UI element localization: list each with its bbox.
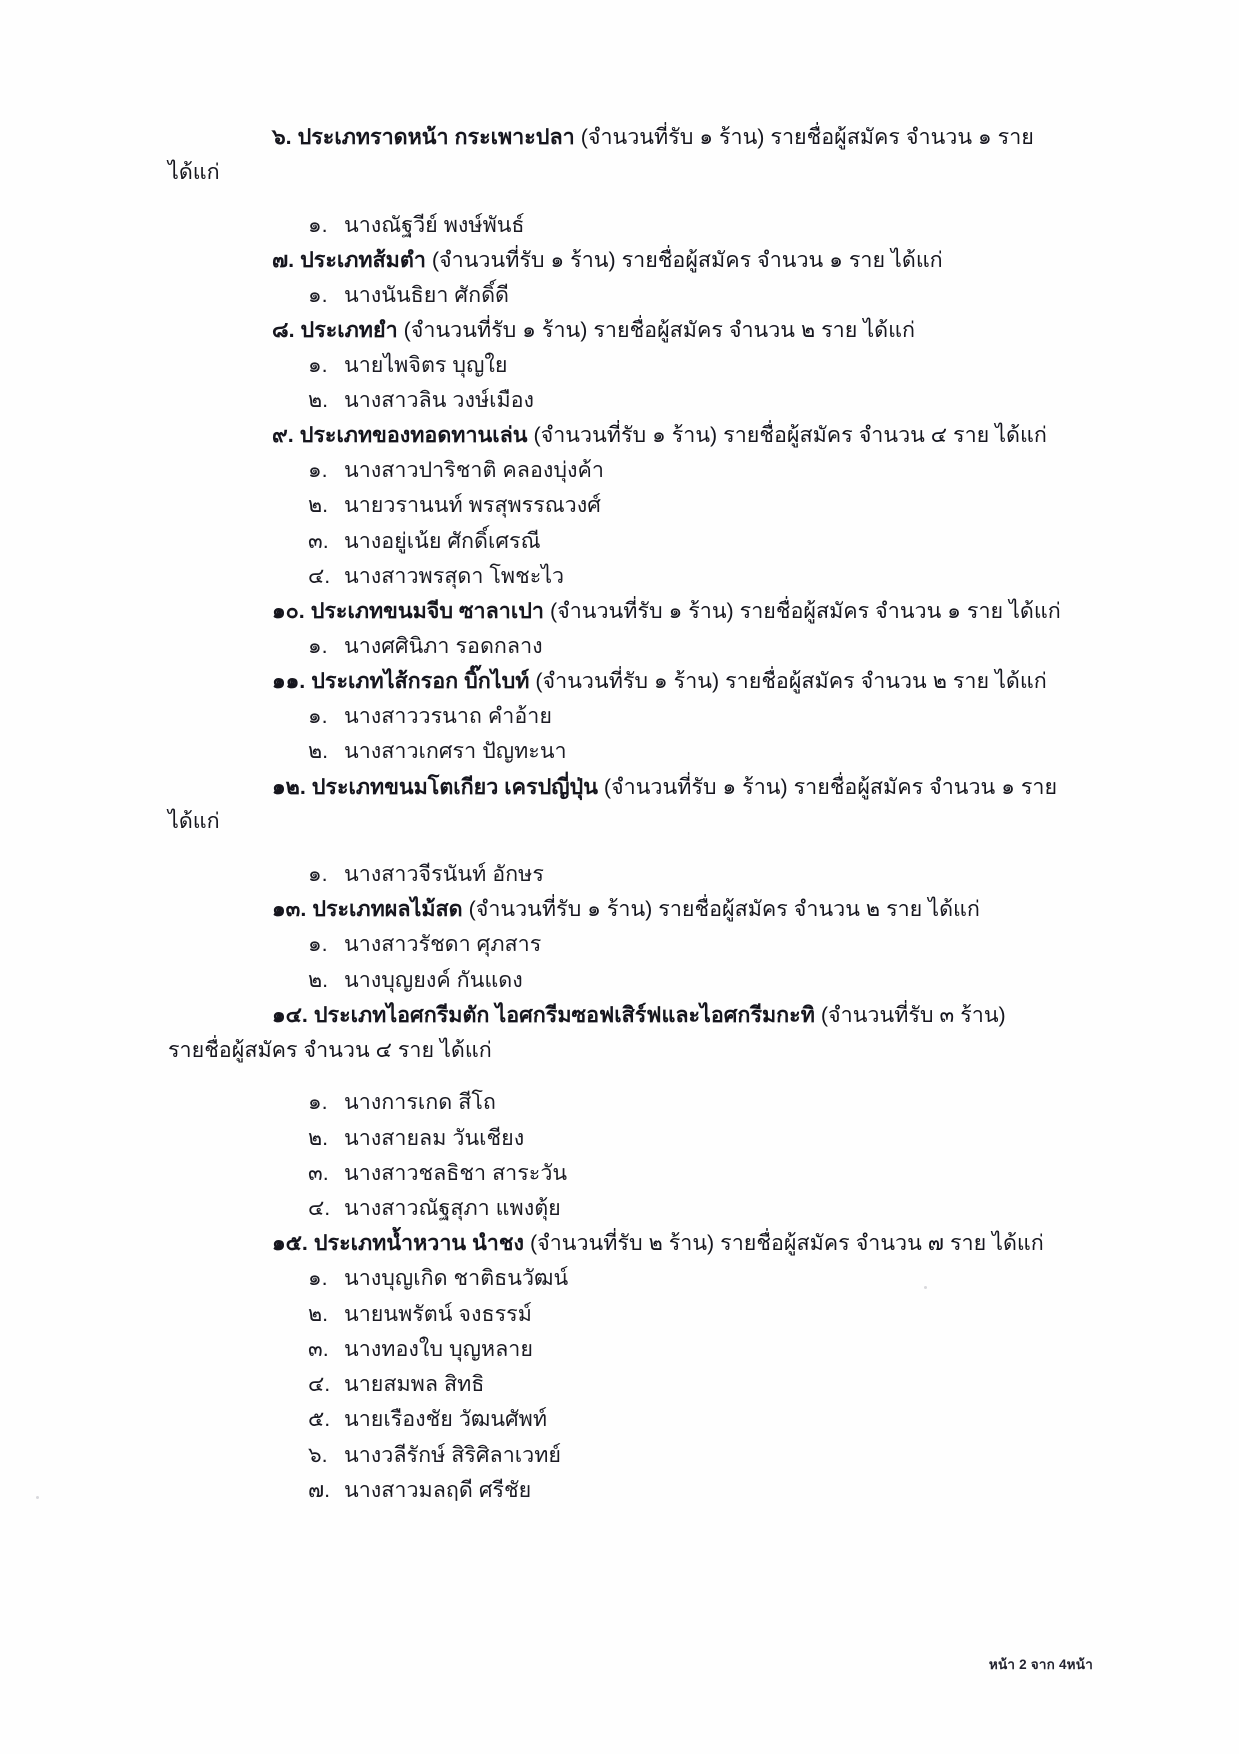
applicant-row bbox=[168, 278, 1068, 313]
applicant-name: นางสาวชลธิชา สาระวัน bbox=[344, 1160, 568, 1185]
paragraph-spacer bbox=[168, 839, 1068, 857]
applicant-row bbox=[168, 383, 1068, 418]
applicant-row bbox=[168, 559, 1068, 594]
applicant-row bbox=[168, 734, 1068, 769]
applicant-name: นางสาวลิน วงษ์เมือง bbox=[344, 388, 535, 413]
applicant-name: นางณัฐวีย์ พงษ์พันธ์ bbox=[344, 212, 525, 237]
category-title: ประเภทน้ำหวาน นำชง bbox=[313, 1231, 524, 1256]
category-detail-wrap: ได้แก่ bbox=[168, 159, 220, 184]
category-number: ๑๓. bbox=[272, 897, 307, 922]
category-detail-wrap: รายชื่อผู้สมัคร จำนวน ๔ ราย ได้แก่ bbox=[168, 1037, 492, 1062]
applicant-row bbox=[168, 857, 1068, 892]
applicant-name: นางการเกด สีโถ bbox=[344, 1090, 496, 1115]
applicant-row bbox=[168, 699, 1068, 734]
applicant-name: นายสมพล สิทธิ bbox=[344, 1372, 485, 1397]
applicant-row bbox=[168, 524, 1068, 559]
applicant-row bbox=[168, 1156, 1068, 1191]
applicant-number: ๒. bbox=[308, 1301, 329, 1326]
applicant-number: ๒. bbox=[308, 493, 329, 518]
category-detail: (จำนวนที่รับ ๑ ร้าน) รายชื่อผู้สมัคร จำนวน ๑ ราย bbox=[580, 125, 1034, 149]
applicant-name: นางสาวพรสุดา โพชะไว bbox=[344, 563, 565, 588]
applicant-number: ๕. bbox=[308, 1407, 331, 1432]
applicant-name: นางสาววรนาถ คำอ้าย bbox=[344, 704, 552, 729]
category-heading bbox=[168, 243, 1068, 278]
category-number: ๑๑. bbox=[272, 669, 306, 694]
category-heading bbox=[168, 120, 1068, 155]
category-heading bbox=[168, 664, 1068, 699]
category-heading bbox=[168, 313, 1068, 348]
applicant-row bbox=[168, 927, 1068, 962]
applicant-number: ๗. bbox=[308, 1477, 331, 1502]
applicant-name: นางบุญยงค์ กันแดง bbox=[344, 967, 523, 992]
applicant-number: ๖. bbox=[308, 1442, 328, 1467]
category-number: ๑๕. bbox=[272, 1231, 308, 1256]
applicant-number: ๒. bbox=[308, 388, 329, 413]
paragraph-spacer bbox=[168, 190, 1068, 208]
category-number: ๖. bbox=[272, 125, 292, 149]
applicant-name: นางทองใบ บุญหลาย bbox=[344, 1336, 533, 1361]
category-detail: (จำนวนที่รับ ๑ ร้าน) รายชื่อผู้สมัคร จำนวน ๒ ราย ได้แก่ bbox=[468, 897, 980, 922]
applicant-name: นางอยู่เน้ย ศักดิ์เศรณี bbox=[344, 528, 541, 553]
paragraph-spacer bbox=[168, 1067, 1068, 1085]
applicant-name: นายไพจิตร บุญใย bbox=[344, 352, 508, 377]
category-detail: (จำนวนที่รับ ๑ ร้าน) รายชื่อผู้สมัคร จำนวน ๒ ราย ได้แก่ bbox=[535, 669, 1047, 694]
category-detail: (จำนวนที่รับ ๒ ร้าน) รายชื่อผู้สมัคร จำนวน ๗ ราย ได้แก่ bbox=[529, 1231, 1044, 1256]
applicant-number: ๑. bbox=[308, 212, 328, 237]
applicant-number: ๓. bbox=[308, 1336, 329, 1361]
page-footer: หน้า 2 จาก 4หน้า bbox=[988, 1657, 1093, 1672]
applicant-row bbox=[168, 1332, 1068, 1367]
applicant-name: นางวลีรักษ์ สิริศิลาเวทย์ bbox=[344, 1442, 561, 1467]
category-title: ประเภทส้มตำ bbox=[300, 247, 426, 272]
category-heading bbox=[168, 770, 1068, 805]
applicant-number: ๔. bbox=[308, 1372, 331, 1397]
category-detail: (จำนวนที่รับ ๓ ร้าน) bbox=[820, 1002, 1006, 1027]
applicant-row bbox=[168, 963, 1068, 998]
applicant-number: ๑. bbox=[308, 352, 328, 377]
applicant-name: นายนพรัตน์ จงธรรม์ bbox=[344, 1301, 532, 1326]
applicant-number: ๑. bbox=[308, 633, 328, 658]
applicant-name: นางสาวจีรนันท์ อักษร bbox=[344, 862, 544, 887]
applicant-row bbox=[168, 1473, 1068, 1508]
applicant-number: ๒. bbox=[308, 967, 329, 992]
applicant-number: ๑. bbox=[308, 282, 328, 307]
applicant-number: ๓. bbox=[308, 528, 329, 553]
category-number: ๑๒. bbox=[272, 774, 306, 799]
document-body bbox=[168, 120, 1068, 1508]
applicant-number: ๑. bbox=[308, 932, 328, 957]
category-detail: (จำนวนที่รับ ๑ ร้าน) รายชื่อผู้สมัคร จำนวน ๑ ราย ได้แก่ bbox=[431, 247, 943, 272]
applicant-name: นางสาวณัฐสุภา แพงตุ้ย bbox=[344, 1196, 561, 1221]
category-heading bbox=[168, 892, 1068, 927]
category-heading bbox=[168, 998, 1068, 1033]
category-title: ประเภทขนมโตเกียว เครปญี่ปุ่น bbox=[311, 774, 598, 799]
applicant-row bbox=[168, 488, 1068, 523]
applicant-name: นางสาวมลฤดี ศรีชัย bbox=[344, 1477, 532, 1502]
applicant-number: ๑. bbox=[308, 458, 328, 483]
category-heading bbox=[168, 418, 1068, 453]
category-detail: (จำนวนที่รับ ๑ ร้าน) รายชื่อผู้สมัคร จำนวน ๑ ราย ได้แก่ bbox=[549, 599, 1061, 624]
applicant-row bbox=[168, 1261, 1068, 1296]
applicant-number: ๑. bbox=[308, 704, 328, 729]
category-detail: (จำนวนที่รับ ๑ ร้าน) รายชื่อผู้สมัคร จำนวน ๒ ราย ได้แก่ bbox=[403, 317, 915, 342]
applicant-row bbox=[168, 1085, 1068, 1120]
applicant-name: นางสาวรัชดา ศุภสาร bbox=[344, 932, 542, 957]
category-detail-wrap: ได้แก่ bbox=[168, 809, 220, 834]
applicant-number: ๒. bbox=[308, 1125, 329, 1150]
category-number: ๗. bbox=[272, 247, 295, 272]
applicant-row bbox=[168, 1402, 1068, 1437]
category-detail: (จำนวนที่รับ ๑ ร้าน) รายชื่อผู้สมัคร จำนวน ๔ ราย ได้แก่ bbox=[533, 423, 1047, 448]
applicant-row bbox=[168, 1438, 1068, 1473]
applicant-number: ๒. bbox=[308, 739, 329, 764]
applicant-number: ๑. bbox=[308, 1266, 328, 1291]
category-title: ประเภทราดหน้า กระเพาะปลา bbox=[297, 125, 575, 149]
applicant-name: นายวรานนท์ พรสุพรรณวงศ์ bbox=[344, 493, 601, 518]
applicant-name: นางศศินิภา รอดกลาง bbox=[344, 633, 543, 658]
category-heading bbox=[168, 594, 1068, 629]
applicant-name: นางนันธิยา ศักดิ์ดี bbox=[344, 282, 510, 307]
applicant-number: ๔. bbox=[308, 563, 331, 588]
category-title: ประเภทไส้กรอก บิ๊กไบท์ bbox=[311, 669, 530, 694]
category-title: ประเภทไอศกรีมตัก ไอศกรีมซอฟเสิร์ฟและไอศกรีมกะทิ bbox=[313, 1002, 815, 1027]
applicant-name: นางสาวเกศรา ปัญทะนา bbox=[344, 739, 567, 764]
applicant-row bbox=[168, 1367, 1068, 1402]
category-number: ๘. bbox=[272, 317, 295, 342]
applicant-row bbox=[168, 1121, 1068, 1156]
applicant-name: นายเรืองชัย วัฒนศัพท์ bbox=[344, 1407, 548, 1432]
category-heading bbox=[168, 1226, 1068, 1261]
applicant-name: นางบุญเกิด ชาติธนวัฒน์ bbox=[344, 1266, 569, 1291]
scan-speck bbox=[36, 1496, 39, 1499]
category-title: ประเภทยำ bbox=[300, 317, 398, 342]
applicant-row bbox=[168, 208, 1068, 243]
applicant-row bbox=[168, 1191, 1068, 1226]
applicant-name: นางสาวปาริชาติ คลองบุ่งค้า bbox=[344, 458, 604, 483]
applicant-number: ๓. bbox=[308, 1160, 329, 1185]
applicant-row bbox=[168, 1297, 1068, 1332]
applicant-number: ๑. bbox=[308, 862, 328, 887]
category-title: ประเภทของทอดทานเล่น bbox=[299, 423, 528, 448]
applicant-row bbox=[168, 348, 1068, 383]
category-detail: (จำนวนที่รับ ๑ ร้าน) รายชื่อผู้สมัคร จำนวน ๑ ราย bbox=[603, 774, 1058, 799]
applicant-number: ๑. bbox=[308, 1090, 328, 1115]
category-title: ประเภทผลไม้สด bbox=[312, 897, 463, 922]
category-number: ๑๔. bbox=[272, 1002, 308, 1027]
applicant-number: ๔. bbox=[308, 1196, 331, 1221]
applicant-row bbox=[168, 629, 1068, 664]
category-number: ๑๐. bbox=[272, 599, 305, 624]
applicant-row bbox=[168, 453, 1068, 488]
category-number: ๙. bbox=[272, 423, 294, 448]
applicant-name: นางสายลม วันเชียง bbox=[344, 1125, 525, 1150]
category-title: ประเภทขนมจีบ ซาลาเปา bbox=[310, 599, 544, 624]
